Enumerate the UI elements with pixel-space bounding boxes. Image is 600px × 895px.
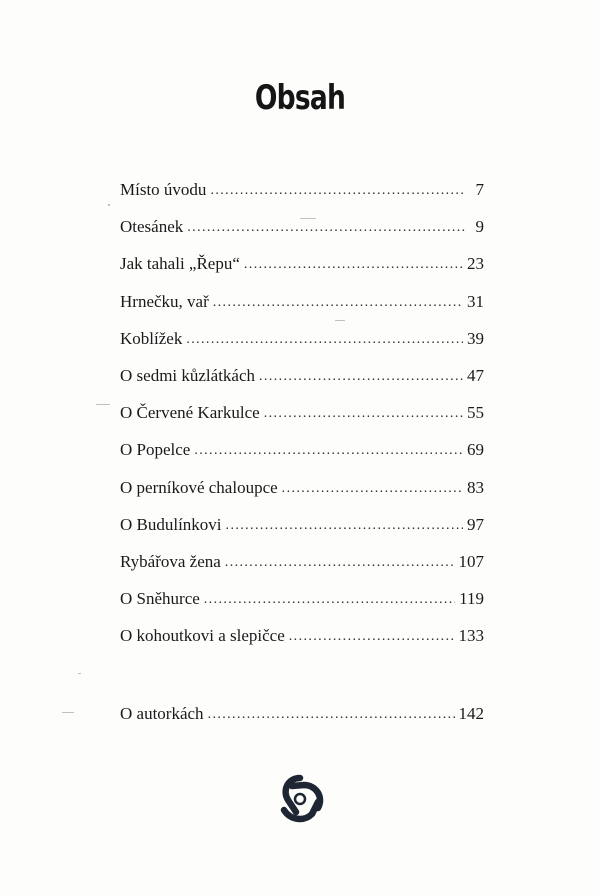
toc-entry-label: O autorkách — [120, 704, 204, 723]
toc-entry-rybarova-zena — [120, 545, 484, 582]
dot-leader — [187, 211, 466, 245]
dot-leader — [210, 174, 466, 208]
toc-entry-label: O sedmi kůzlátkách — [120, 365, 256, 385]
toc-entry-misto-uvodu — [120, 173, 484, 210]
toc-entry-label: Koblížek — [120, 328, 183, 348]
toc-entry-hrnecku-var — [120, 285, 484, 322]
dot-leader — [259, 360, 463, 394]
toc-entry-o-cervene-karkulce — [120, 396, 484, 433]
toc-entry-page: 47 — [467, 365, 484, 385]
toc-entry-page: 142 — [458, 704, 484, 723]
dot-leader — [225, 546, 455, 580]
toc-entry-o-budulinkovi — [120, 508, 484, 545]
toc-entry-page: 7 — [475, 180, 484, 199]
toc-entry-label: O Červené Karkulce — [120, 403, 260, 423]
toc-entry-page: 23 — [467, 254, 484, 274]
toc-entry-label: Hrnečku, vař — [120, 291, 209, 311]
toc-entry-page: 119 — [459, 589, 484, 609]
toc-entry-koblizek — [120, 322, 484, 359]
toc-entry-label: O Sněhurce — [120, 589, 200, 609]
dot-leader — [282, 472, 463, 506]
scan-speck — [108, 204, 110, 206]
toc-entry-o-kohoutkovi-a-slepicce — [120, 619, 484, 656]
toc-entry-label: O kohoutkovi a slepičce — [120, 626, 285, 646]
dot-leader — [213, 286, 463, 320]
table-of-contents — [120, 173, 484, 656]
toc-entry-o-popelce — [120, 433, 484, 470]
toc-entry-page: 83 — [467, 477, 484, 497]
table-of-contents-appendix — [120, 697, 484, 734]
toc-entry-page: 107 — [458, 551, 484, 571]
toc-entry-label: Místo úvodu — [120, 180, 207, 199]
dot-leader — [194, 434, 463, 468]
toc-entry-page: 55 — [467, 403, 484, 423]
dot-leader — [289, 620, 455, 654]
toc-entry-label: Jak tahali „Řepu“ — [120, 254, 240, 274]
dot-leader — [226, 509, 463, 543]
toc-entry-page: 133 — [458, 626, 484, 646]
dot-leader — [204, 583, 455, 617]
toc-entry-label: Otesánek — [120, 217, 184, 237]
scan-speck — [78, 673, 81, 674]
publisher-triskele-icon — [274, 772, 326, 824]
toc-entry-o-autorkach — [120, 697, 484, 734]
toc-entry-page: 31 — [467, 291, 484, 311]
toc-entry-label: O Popelce — [120, 440, 191, 460]
toc-entry-label: O perníkové chaloupce — [120, 477, 278, 497]
toc-entry-label: Rybářova žena — [120, 551, 221, 571]
toc-entry-label: O Budulínkovi — [120, 514, 222, 534]
toc-entry-jak-tahali-repu — [120, 247, 484, 284]
toc-entry-page: 9 — [475, 217, 484, 237]
scan-speck — [96, 404, 110, 405]
scan-speck — [335, 320, 345, 321]
scan-speck — [300, 218, 316, 219]
dot-leader — [208, 698, 455, 732]
toc-entry-o-snehurce — [120, 582, 484, 619]
toc-entry-page: 39 — [467, 328, 484, 348]
toc-entry-otesanek — [120, 210, 484, 247]
page-title: Obsah — [254, 78, 346, 118]
dot-leader — [264, 397, 463, 431]
dot-leader — [244, 248, 463, 282]
toc-entry-o-pernikove-chaloupce — [120, 471, 484, 508]
dot-leader — [186, 323, 463, 357]
scan-speck — [62, 712, 74, 713]
toc-entry-page: 69 — [467, 440, 484, 460]
toc-entry-page: 97 — [467, 514, 484, 534]
toc-entry-o-sedmi-kuzlatkach — [120, 359, 484, 396]
